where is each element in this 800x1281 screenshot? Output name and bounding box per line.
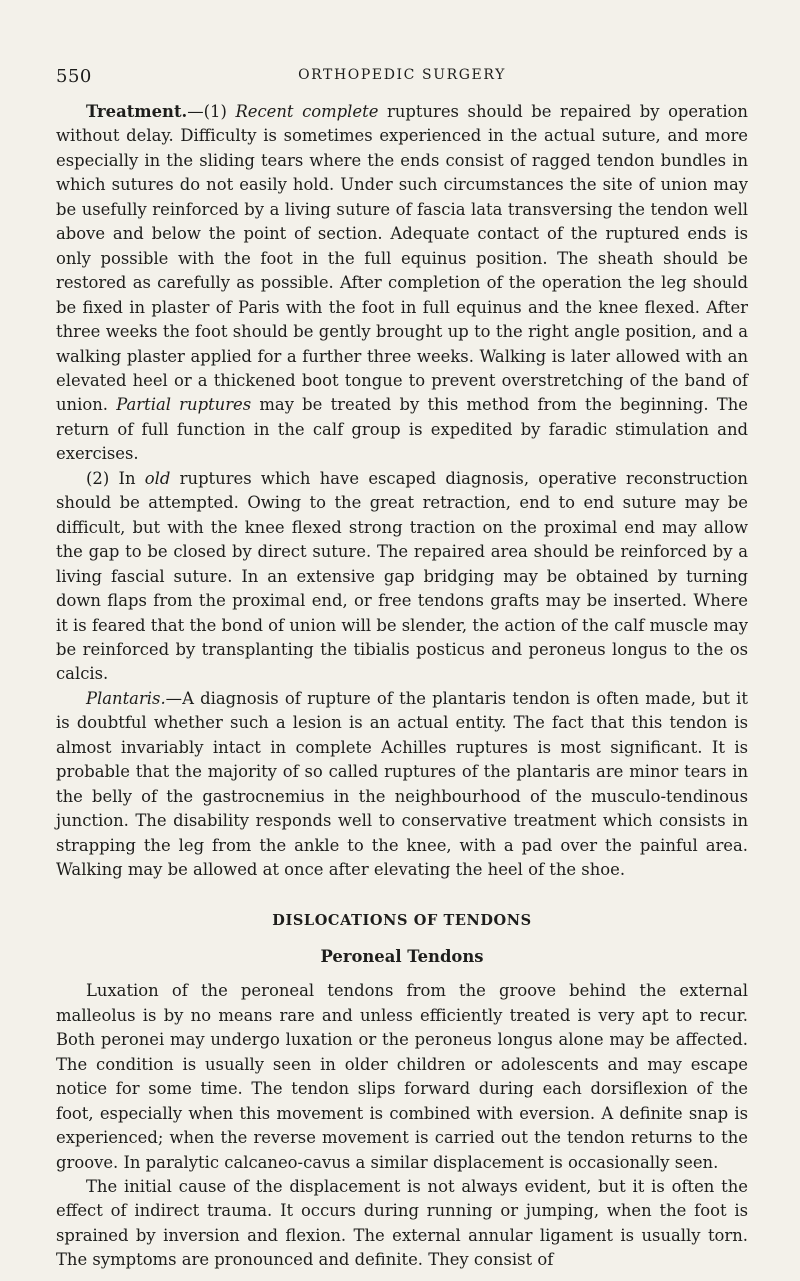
treatment-paragraph-2: [56, 467, 748, 687]
body-text: [56, 100, 748, 1273]
section-heading: DISLOCATIONS OF TENDONS: [272, 911, 532, 929]
text-span: ruptures should be repaired by operation without delay. Difficulty is sometimes experienced in the actual suture, and more especially in the sliding tears where the ends consist of ragged tendon bundles in which sutures do not easily hold. Under such circumstances the site of union may be usefully reinforced by a living suture of fascia lata transversing the tendon well above and below the point of section. Adequate contact of the ruptured ends is only possible with the foot in the full equinus position. The sheath should be restored as carefully as possible. After completion of the operation the leg should be fixed in plaster of Paris with the foot in full equinus and the knee flexed. After three weeks the foot should be gently brought up to the right angle position, and a walking plaster applied for a further three weeks. Walking is later allowed with an elevated heel or a thickened boot tongue to prevent overstretching of the band of union.: [56, 102, 748, 415]
section-subheading: Peroneal Tendons: [320, 946, 484, 966]
peroneal-paragraph-1: Luxation of the peroneal tendons from the groove behind the external malleolus is by no means rare and unless efficiently treated is very apt to recur. Both peronei may undergo luxation or the peroneus longus alone may be affected. The condition is usually seen in older children or adolescents and may escape notice for some time. The tendon slips forward during each dorsiflexion of the foot, especially when this movement is combined with eversion. A definite snap is experienced; when the reverse movement is carried out the tendon returns to the groove. In paralytic calcaneo-cavus a similar displacement is occasionally seen.: [56, 981, 748, 1172]
emphasis-recent-complete: Recent complete: [235, 102, 379, 121]
emphasis-old: old: [144, 468, 171, 488]
peroneal-paragraph-2: The initial cause of the displacement is not always evident, but it is often the effect of indirect trauma. It occurs during running or jumping, when the foot is sprained by inversion and flexion. The external annular ligament is usually torn. The symptoms are pronounced and definite. They consist of: [56, 1177, 748, 1270]
text-span: —A diagnosis of rupture of the plantaris tendon is often made, but it is doubtful whether such a lesion is an actual entity. The fact that this tendon is almost invariably intact in complete Achilles ruptures is most significant. It is probable that the majority of so called ruptures of the plantaris are minor tears in the belly of the gastrocnemius in the neighbourhood of the musculo-tendinous junction. The disability responds well to conservative treatment which consists in strapping the leg from the ankle to the knee, with a pad over the painful area. Walking may be allowed at once after elevating the heel of the shoe.: [56, 688, 748, 880]
plantaris-paragraph: [56, 687, 748, 883]
running-head: [56, 66, 748, 100]
plantaris-run-in: Plantaris.: [86, 688, 166, 708]
text-span: may be treated by this method from the beginning. The return of full function in the calf group is expedited by faradic stimulation and exercises.: [56, 395, 748, 464]
text-span: ruptures which have escaped diagnosis, operative reconstruction should be attempted. Owing to the great retraction, end to end suture may be difficult, but with the knee flexed strong traction on the proximal end may allow the gap to be closed by direct suture. The repaired area should be reinforced by a living fascial suture. In an extensive gap bridging may be obtained by turning down flaps from the proximal end, or free tendons grafts may be inserted. Where it is feared that the bond of union will be slender, the action of the calf muscle may be reinforced by transplanting the tibialis posticus and peroneus longus to the os calcis.: [56, 468, 748, 684]
page-number: 550: [56, 66, 92, 87]
text-span: (2) In: [86, 468, 145, 488]
book-page: [56, 66, 748, 1273]
emphasis-partial-ruptures: Partial ruptures: [116, 395, 252, 415]
treatment-run-in: Treatment.: [86, 102, 188, 121]
text-span: —(1): [187, 102, 236, 121]
treatment-paragraph-1: [56, 100, 748, 467]
running-title: ORTHOPEDIC SURGERY: [298, 67, 506, 83]
